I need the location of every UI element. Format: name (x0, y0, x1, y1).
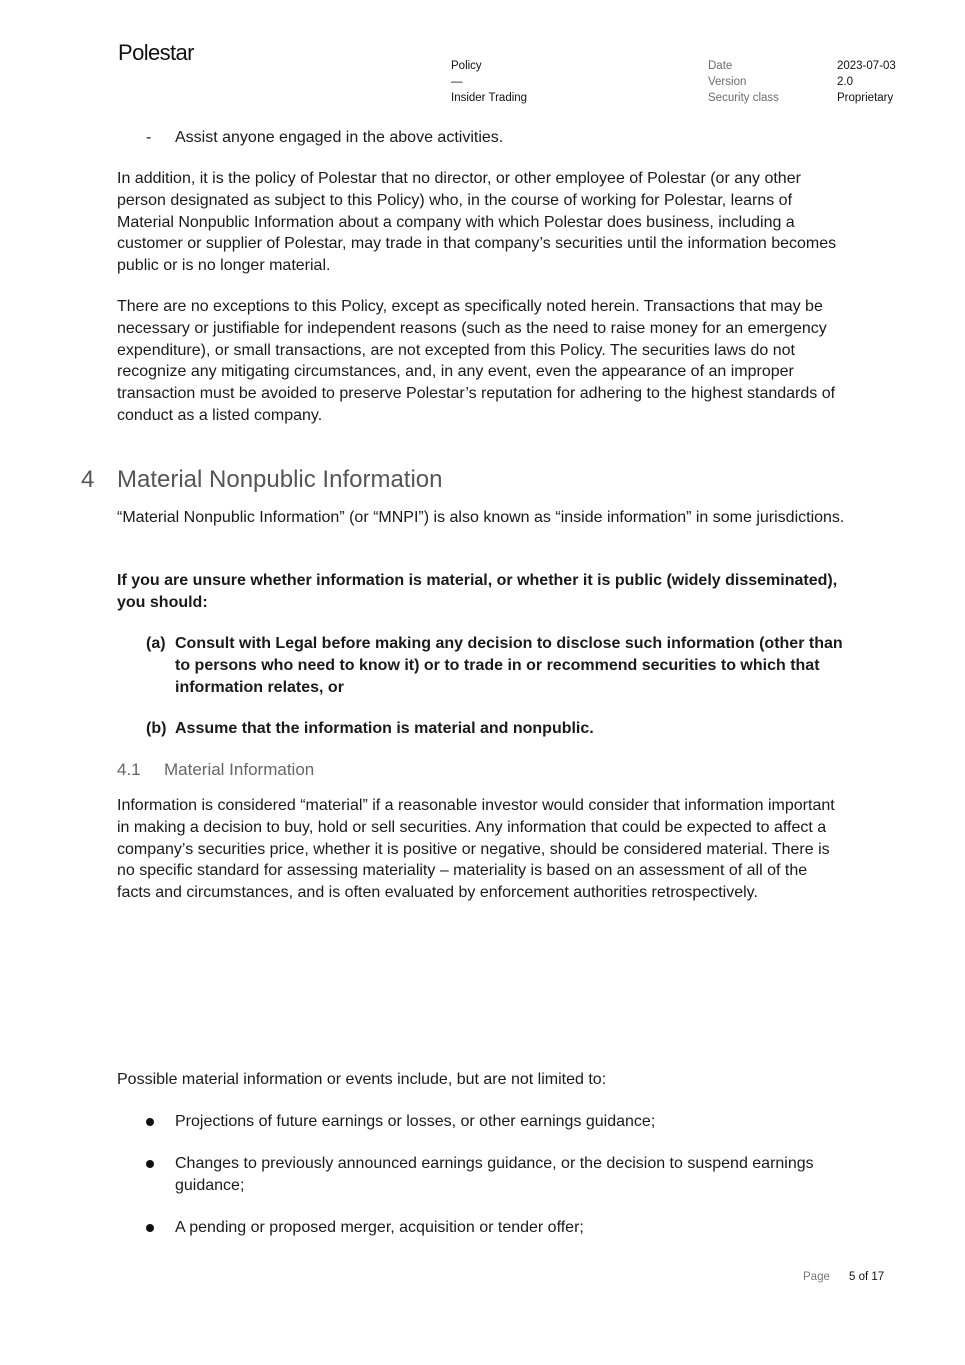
header-security-label: Security class (708, 92, 779, 104)
section-heading: Material Nonpublic Information (117, 466, 443, 493)
dash-list-item: Assist anyone engaged in the above activities. (175, 129, 504, 146)
header-version-value: 2.0 (837, 76, 853, 88)
header-date-value: 2023-07-03 (837, 60, 896, 72)
subsection-heading: Material Information (164, 760, 315, 779)
paragraph-unsure-guidance: If you are unsure whether information is material, or whether it is public (widely disseminated), you should: (117, 572, 838, 611)
list-item: A pending or proposed merger, acquisition or tender offer; (175, 1219, 584, 1236)
subsection-number: 4.1 (117, 760, 141, 779)
dash-marker: - (146, 129, 152, 146)
paragraph-no-exceptions: There are no exceptions to this Policy, except as specifically noted herein. Transactions that may be necessary or justifiable for independent reasons (such as the need to raise money for an emergency expenditure), or small transactions, are not excepted from this Policy. The securities laws do not recognize any mitigating circumstances, and, in any event, even the appearance of an improper transaction must be avoided to preserve Polestar’s reputation for adhering to the highest standards of conduct as a listed company. (117, 298, 836, 424)
paragraph-policy-addition: In addition, it is the policy of Polestar that no director, or other employee of Polestar (or any other person designated as subject to this Policy) who, in the course of working for Polestar, learns of Material Nonpublic Information about a company with which Polestar does business, including a customer or supplier of Polestar, may trade in that company’s securities until the information becomes public or is no longer material. (117, 170, 837, 275)
paragraph-material-definition: Information is considered “material” if a reasonable investor would consider that information important in making a decision to buy, hold or sell securities. Any information that could be expected to affect a company’s securities price, whether it is positive or negative, should be considered material. There is no specific standard for assessing materiality – materiality is based on an assessment of all of the facts and circumstances, and is often evaluated by enforcement authorities retrospectively. (117, 797, 835, 902)
header-separator: — (451, 76, 463, 88)
list-item-b: Assume that the information is material and nonpublic. (175, 720, 594, 737)
bullet-icon (146, 1224, 154, 1232)
header-doc-type: Policy (451, 60, 482, 72)
bullet-icon (146, 1118, 154, 1126)
list-item: Changes to previously announced earnings guidance, or the decision to suspend earnings guidance; (175, 1155, 814, 1194)
header-date-label: Date (708, 60, 733, 72)
company-logo: Polestar (118, 40, 194, 65)
header-version-label: Version (708, 76, 747, 88)
list-item: Projections of future earnings or losses, or other earnings guidance; (175, 1113, 656, 1130)
list-marker-a: (a) (146, 635, 166, 652)
page-number: 5 of 17 (849, 1271, 885, 1283)
page-label: Page (803, 1271, 830, 1283)
bullet-icon (146, 1160, 154, 1168)
header-doc-title: Insider Trading (451, 92, 528, 104)
header-security-value: Proprietary (837, 92, 894, 104)
paragraph-mnpi-definition: “Material Nonpublic Information” (or “MNPI”) is also known as “inside information” in some jurisdictions. (117, 509, 845, 526)
section-number: 4 (81, 466, 95, 493)
list-item-a: Consult with Legal before making any decision to disclose such information (other than to persons who need to know it) or to trade in or recommend securities to which that information relates, or (175, 635, 843, 696)
paragraph-possible-events: Possible material information or events include, but are not limited to: (117, 1071, 607, 1088)
list-marker-b: (b) (146, 720, 167, 737)
